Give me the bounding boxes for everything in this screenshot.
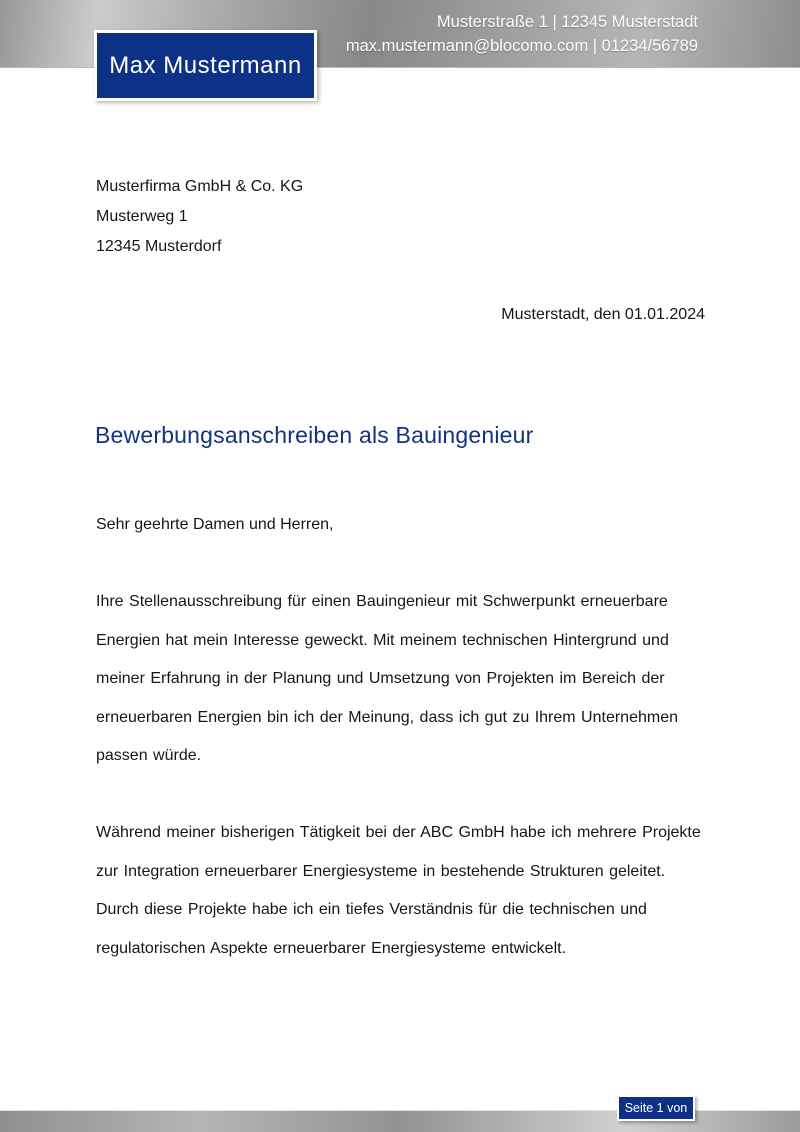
- sender-name: Max Mustermann: [109, 51, 302, 79]
- text-line: regulatorischen Aspekte erneuerbarer Energiesysteme entwickelt.: [96, 939, 567, 957]
- text-line: Durch diese Projekte habe ich ein tiefes Verständnis für die technischen und: [96, 901, 647, 918]
- sender-name-box: [94, 30, 317, 101]
- text-line: Musterweg 1: [96, 208, 188, 225]
- text-line: zur Integration erneuerbarer Energiesysteme in bestehende Strukturen geleitet.: [96, 862, 666, 880]
- sender-email-phone-line: max.mustermann@blocomo.com | 01234/56789: [345, 36, 698, 55]
- body-paragraph-2: [96, 814, 701, 968]
- text-line: passen würde.: [96, 747, 202, 764]
- text-line: Ihre Stellenausschreibung für einen Bauingenieur mit Schwerpunkt erneuerbare: [96, 593, 668, 610]
- subject-heading: Bewerbungsanschreiben als Bauingenieur: [95, 422, 534, 448]
- sender-contact-block: [346, 11, 698, 58]
- text-line: Musterfirma GmbH & Co. KG: [96, 178, 304, 195]
- text-line: meiner Erfahrung in der Planung und Umsetzung von Projekten im Bereich der: [96, 670, 665, 687]
- page-number-label: Seite 1 von: [624, 1101, 688, 1115]
- text-line: Während meiner bisherigen Tätigkeit bei der ABC GmbH habe ich mehrere Projekte: [96, 824, 701, 841]
- body-paragraph-1: [96, 583, 678, 776]
- page-number-box: [617, 1095, 695, 1121]
- text-line: Energien hat mein Interesse geweckt. Mit meinem technischen Hintergrund und: [96, 631, 669, 649]
- recipient-address-block: [96, 172, 303, 262]
- date-line: Musterstadt, den 01.01.2024: [501, 306, 705, 323]
- sender-address-line: Musterstraße 1 | 12345 Musterstadt: [436, 13, 698, 31]
- text-line: 12345 Musterdorf: [96, 238, 222, 255]
- text-line: erneuerbaren Energien bin ich der Meinung, dass ich gut zu Ihrem Unternehmen: [96, 708, 678, 726]
- salutation: Sehr geehrte Damen und Herren,: [96, 516, 334, 533]
